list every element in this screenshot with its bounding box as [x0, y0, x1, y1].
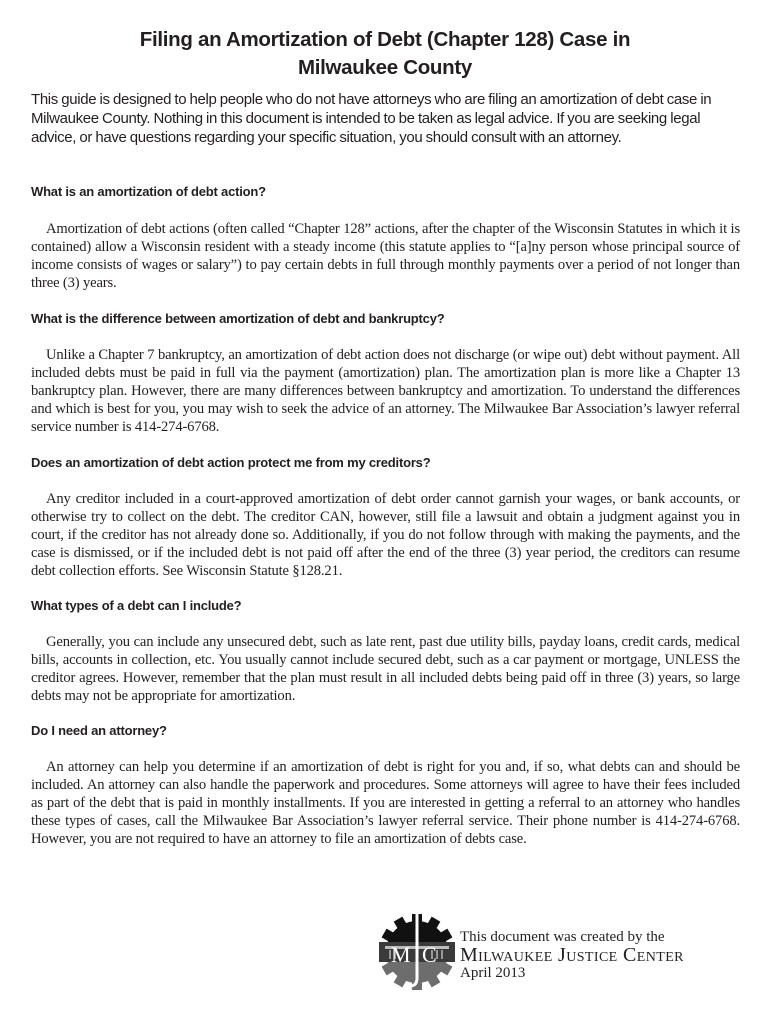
- mjc-logo-icon: [377, 912, 457, 992]
- section-heading: What types of a debt can I include?: [31, 598, 242, 613]
- title-line-2: Milwaukee County: [297, 56, 473, 79]
- section-heading: What is an amortization of debt action?: [31, 184, 266, 199]
- credit-line: This document was created by the: [460, 929, 665, 945]
- section-body: An attorney can help you determine if an amortization of debt is right for you and, if so, what debts can and should be included. An attorney can also handle the paperwork and procedures. Some attorneys will agree to have their fees included as part of the debt that is paid in monthly installments. If you are interested in getting a referral to an attorney who handles these types of cases, call the Milwaukee Bar Association’s lawyer referral service. Their phone number is 414-274-6768. However, you are not required to have an attorney to file an amortization of debts case.: [31, 759, 740, 848]
- document-title: [40, 26, 730, 82]
- section-body: Amortization of debt actions (often called “Chapter 128” actions, after the chapter of the Wisconsin Statutes in which it is contained) allow a Wisconsin resident with a steady income (this statute applies to “[a]ny person whose principal source of income consists of wages or salary”) to pay certain debts in full through monthly payments over a period of not longer than three (3) years.: [31, 221, 740, 292]
- document-date: April 2013: [460, 965, 526, 981]
- organization-name: Milwaukee Justice Center: [460, 944, 684, 966]
- svg-text:M: M: [391, 942, 411, 967]
- footer-credit: [377, 912, 757, 1002]
- svg-text:C: C: [422, 942, 437, 967]
- intro-paragraph: This guide is designed to help people who do not have attorneys who are filing an amortization of debt case in Milwaukee County. Nothing in this document is intended to be taken as legal advice. If you are seeking legal advice, or have questions regarding your specific situation, you should consult with an attorney.: [31, 91, 712, 146]
- section-body: Any creditor included in a court-approved amortization of debt order cannot garnish your wages, or bank accounts, or otherwise try to collect on the debt. The creditor CAN, however, still file a lawsuit and obtain a judgment against you in court, if the creditor has not already done so. Additionally, if you do not follow through with making the payments, and the case is dismissed, or if the included debt is not paid off after the end of the three (3) year period, the creditors can resume debt collection efforts. See Wisconsin Statute §128.21.: [31, 491, 740, 580]
- title-line-1: Filing an Amortization of Debt (Chapter 128) Case in: [139, 28, 631, 51]
- section-heading: Do I need an attorney?: [31, 723, 167, 738]
- section-heading: Does an amortization of debt action protect me from my creditors?: [31, 455, 431, 470]
- section-body: Unlike a Chapter 7 bankruptcy, an amortization of debt action does not discharge (or wipe out) debt without payment. All included debts must be paid in full via the payment (amortization) plan. The amortization plan is more like a Chapter 13 bankruptcy plan. However, there are many differences between bankruptcy and amortization. To understand the differences and which is best for you, you may wish to seek the advice of an attorney. The Milwaukee Bar Association’s lawyer referral service number is 414-274-6768.: [31, 347, 740, 436]
- section-body: Generally, you can include any unsecured debt, such as late rent, past due utility bills, payday loans, credit cards, medical bills, accounts in collection, etc. You usually cannot include secured debt, such as a car payment or mortgage, UNLESS the creditor agrees. However, remember that the plan must result in all included debts being paid off in three (3) years, so large debts may not be appropriate for amortization.: [31, 634, 740, 705]
- section-heading: What is the difference between amortization of debt and bankruptcy?: [31, 311, 445, 326]
